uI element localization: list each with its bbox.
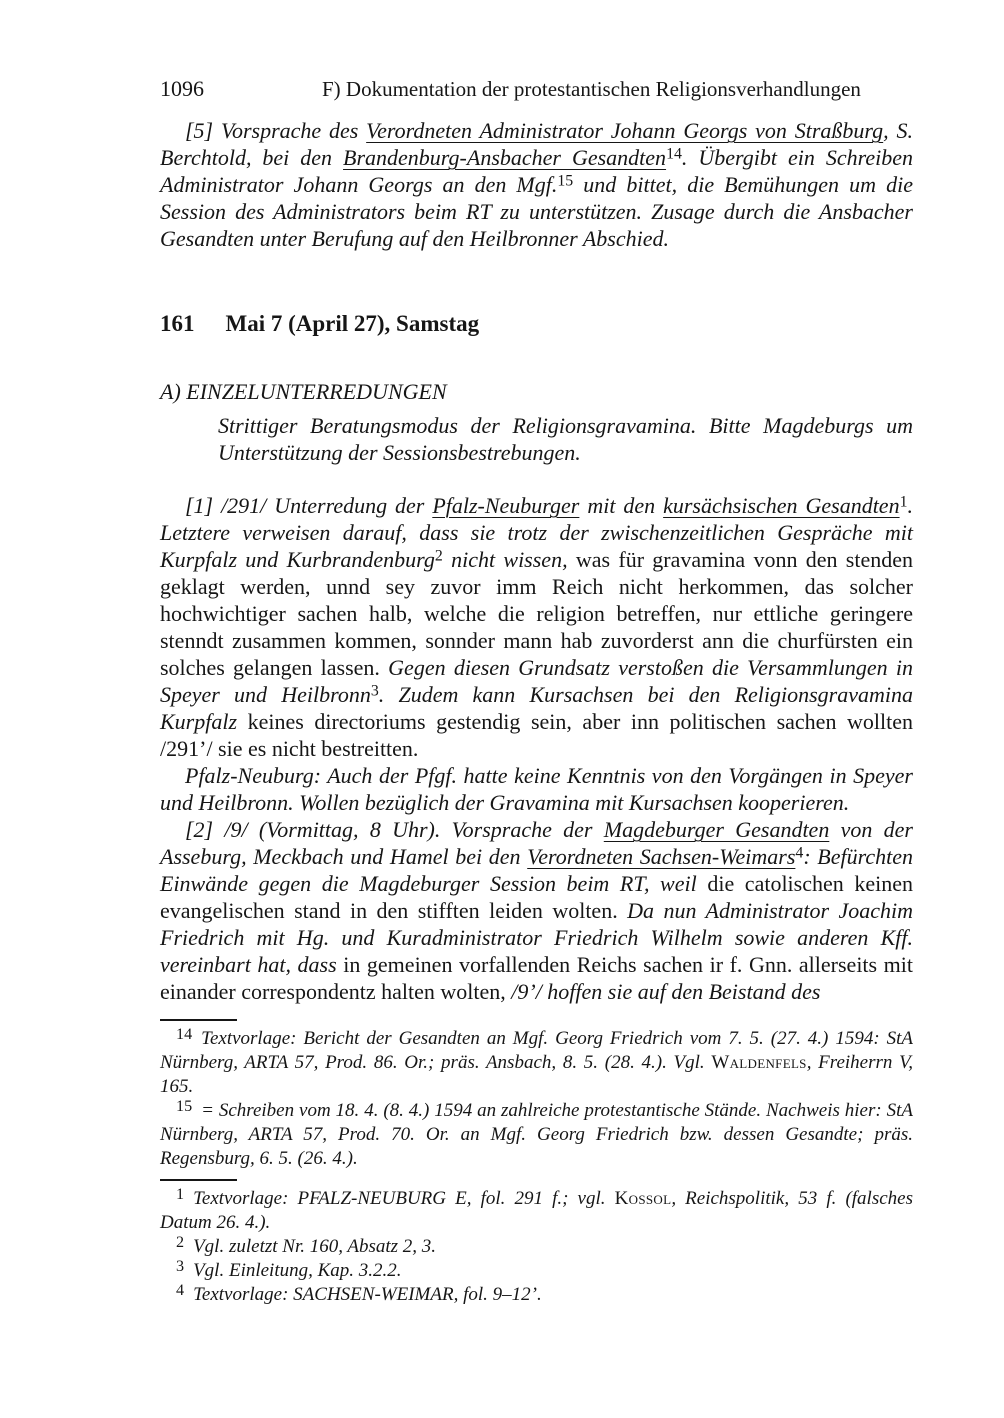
footnote-15: [160, 1099, 913, 1171]
text-segment: von der Asseburg, Meckbach und Hamel bei den: [160, 817, 913, 869]
footnote-2: [160, 1235, 913, 1259]
entry-date: Mai 7 (April 27), Samstag: [225, 311, 480, 336]
smallcaps-author: Kossol: [614, 1188, 672, 1209]
text-segment: Textvorlage: Bericht der Gesandten an Mgf. Georg Friedrich vom 7. 5. (27. 4.) 1594: StA Nürnberg, ARTA 57, Prod. 86. Or.; präs. Ansbach, 8. 5. (28. 4.). Vgl.: [160, 1028, 913, 1073]
running-header-title: F) Dokumentation der protestantischen Religionsverhandlungen: [322, 77, 861, 101]
footnote-ref-4: 4: [795, 844, 804, 862]
paragraph-1: [160, 492, 913, 762]
text-segment: . Übergibt ein Schreiben Administrator Johann Georgs an den Mgf.: [160, 145, 913, 197]
text-segment: Textvorlage: PFALZ-NEUBURG E, fol. 291 f.; vgl.: [193, 1188, 615, 1209]
text-segment: nicht wissen,: [442, 547, 576, 572]
smallcaps-author: Waldenfels: [711, 1052, 807, 1073]
text-segment: die catolischen keinen evangelischen stand in den stifften leiden wolten.: [160, 871, 914, 923]
footnote-14: [160, 1027, 913, 1099]
page-number: 1096: [160, 76, 204, 101]
text-segment: , Reichspolitik, 53 f. (falsches Datum 26. 4.).: [160, 1188, 913, 1233]
footnote-number: 4: [176, 1281, 185, 1299]
underlined-name: Verordneten Sachsen-Weimars: [527, 844, 796, 869]
text-segment: . Letztere verweisen darauf, dass sie trotz der zwischenzeitlichen Gespräche mit Kurpfalz und Kurbrandenburg: [160, 493, 913, 572]
footnote-ref-14: 14: [666, 145, 682, 163]
footnote-3: [160, 1259, 913, 1283]
text-segment: , Freiherrn V, 165.: [160, 1052, 914, 1097]
footnote-number: 2: [176, 1233, 185, 1251]
entry-number: 161: [160, 311, 195, 336]
footnote-number: 1: [176, 1185, 185, 1203]
paragraph-pfalz-neuburg: [160, 762, 913, 816]
footnote-ref-2: 2: [434, 547, 443, 565]
underlined-name: kursächsischen Gesandten: [663, 493, 900, 518]
text-segment: Vgl. Einleitung, Kap. 3.2.2.: [193, 1260, 402, 1281]
footnote-separator-rule: [160, 1179, 237, 1181]
footnote-ref-1: 1: [899, 493, 908, 511]
footnote-number: 3: [176, 1257, 185, 1275]
text-segment: Vgl. zuletzt Nr. 160, Absatz 2, 3.: [193, 1236, 437, 1257]
text-segment: Gegen diesen Grundsatz verstoßen die Versammlungen in Speyer und Heilbronn: [160, 655, 913, 707]
text-segment: Da nun Administrator Joachim Friedrich mit Hg. und Kuradministrator Friedrich Wilhelm sowie anderen Kff. vereinbart hat, dass: [160, 898, 913, 977]
text-segment: /9’/ hoffen sie auf den Beistand des: [511, 979, 821, 1004]
text-segment: was für gravamina vonn den stenden geklagt werden, unnd sey zuvor imm Reich nicht herkommen, das solcher hochwichtiger sachen halb, welche die religion betreffen, nur ettliche geringere stenndt zusammen kommen, sonnder mann hab zuvorderst ann die churfürsten ein solches gelangen lassen.: [160, 547, 913, 680]
text-segment: [1] /291/ Unterredung der: [185, 493, 433, 518]
footnote-ref-15: 15: [557, 172, 574, 190]
footnote-ref-3: 3: [370, 682, 379, 700]
underlined-name: Verordneten Administrator Johann Georgs von Straßburg: [366, 118, 884, 143]
text-segment: [5] Vorsprache des: [185, 118, 367, 143]
underlined-name: Magdeburger Gesandten: [603, 817, 830, 842]
footnote-4: [160, 1283, 913, 1307]
section-a-summary: Strittiger Beratungsmodus der Religionsgravamina. Bitte Magdeburgs um Unterstützung der Sessionsbestrebungen.: [218, 413, 913, 465]
footnote-separator-rule: [160, 1019, 237, 1021]
text-segment: : Befürchten Einwände gegen die Magdeburger Session beim RT, weil: [160, 844, 914, 896]
footnotes-lower: [160, 1187, 913, 1307]
text-segment: in gemeinen vorfallenden Reichs sachen ir f. Gnn. allerseits mit einander correspondentz halten wolten,: [160, 952, 914, 1004]
footnote-number: 15: [176, 1097, 193, 1115]
text-segment: mit den: [579, 493, 664, 518]
underlined-name: Brandenburg-Ansbacher Gesandten: [343, 145, 667, 170]
underlined-name: Pfalz-Neuburger: [432, 493, 580, 518]
text-segment: und bittet, die Bemühungen um die Session des Administrators beim RT zu unterstützen. Zusage durch die Ansbacher Gesandten unter Berufung auf den Heilbronner Abschied.: [160, 172, 913, 251]
text-segment: = Schreiben vom 18. 4. (8. 4.) 1594 an zahlreiche protestantische Stände. Nachweis hier: StA Nürnberg, ARTA 57, Prod. 70. Or. an Mgf. Georg Friedrich bzw. dessen Gesandte; präs. Regensburg, 6. 5. (26. 4.).: [160, 1100, 913, 1169]
footnote-1: [160, 1187, 913, 1235]
text-segment: Textvorlage: SACHSEN-WEIMAR, fol. 9–12’.: [193, 1284, 542, 1305]
page-content: [160, 76, 913, 1307]
section-a-title: A) EINZELUNTERREDUNGEN: [160, 379, 447, 404]
text-segment: keines directoriums gestendig sein, aber inn politischen sachen wollten /291’/ sie es nicht bestreitten.: [160, 709, 913, 761]
footnote-number: 14: [176, 1025, 193, 1043]
text-segment: [2] /9/ (Vormittag, 8 Uhr). Vorsprache der: [185, 817, 604, 842]
footnotes-upper: [160, 1027, 913, 1171]
text-segment: . Zudem kann Kursachsen bei den Religionsgravamina Kurpfalz: [160, 682, 914, 734]
text-segment: Pfalz-Neuburg: Auch der Pfgf. hatte keine Kenntnis von den Vorgängen in Speyer und Heilbronn. Wollen bezüglich der Gravamina mit Kursachsen kooperieren.: [160, 763, 913, 815]
running-header: [160, 76, 913, 102]
paragraph-5-summary: [160, 117, 913, 252]
text-segment: , S. Berchtold, bei den: [160, 118, 913, 170]
entry-heading: [160, 310, 913, 338]
paragraph-2: [160, 816, 913, 1005]
